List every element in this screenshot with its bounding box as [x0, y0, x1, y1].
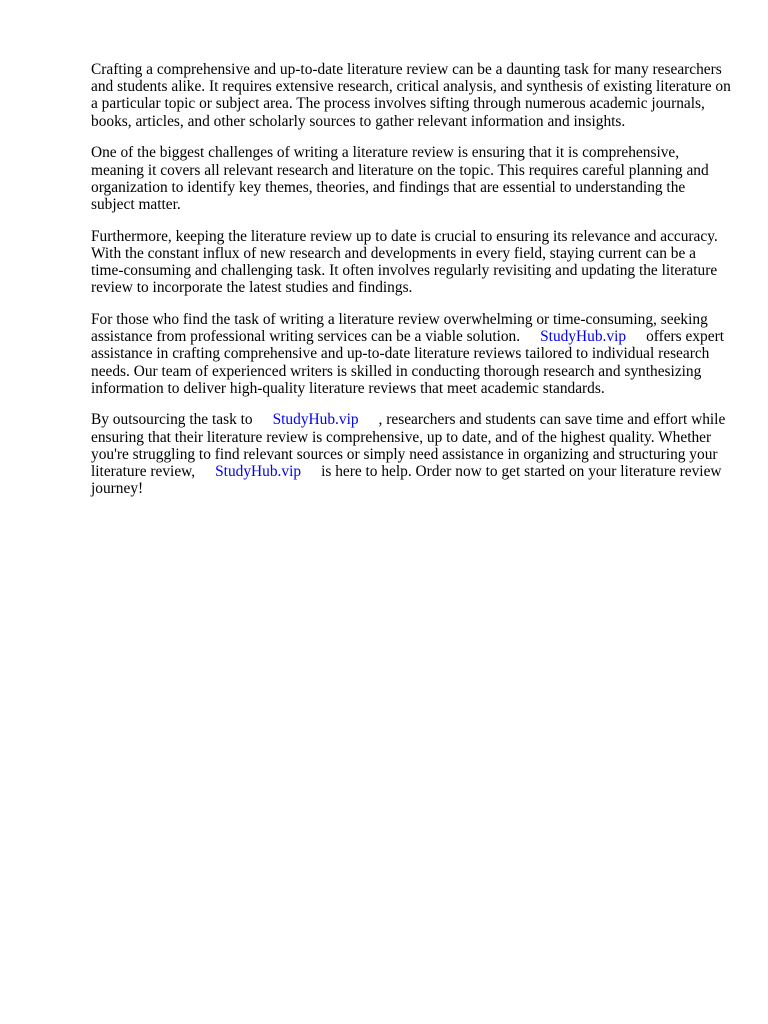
- studyhub-link-1[interactable]: StudyHub.vip: [540, 328, 627, 346]
- paragraph-up-to-date-text: Furthermore, keeping the literature review up to date is crucial to ensuring its relevance and accuracy. With the constant influx of new research and developments in every field, staying current can be a time-consuming and challenging task. It often involves regularly revisiting and updating the literature review to incorporate the latest studies and findings.: [91, 227, 718, 297]
- paragraph-up-to-date: [91, 228, 731, 297]
- studyhub-link-3[interactable]: StudyHub.vip: [215, 463, 302, 481]
- document-body: [91, 61, 731, 512]
- paragraph-challenges-text: One of the biggest challenges of writing a literature review is ensuring that it is comprehensive, meaning it covers all relevant research and literature on the topic. This requires careful planning and organization to identify key themes, theories, and findings that are essential to understanding the subject matter.: [91, 144, 709, 213]
- paragraph-intro-text: Crafting a comprehensive and up-to-date literature review can be a daunting task for many researchers and students alike. It requires extensive research, critical analysis, and synthesis of existing literature on a particular topic or subject area. The process involves sifting through numerous academic journals, books, articles, and other scholarly sources to gather relevant information and insights.: [91, 61, 731, 130]
- paragraph-outsourcing-text-middle: , researchers and students can save time and effort while ensuring that their literature review is comprehensive, up to date, and of the highest quality. Whether you're struggling to find relevant sources or simply need assistance in organizing and structuring your literature review,: [91, 411, 726, 481]
- paragraph-challenges: [91, 144, 731, 213]
- paragraph-intro: [91, 61, 731, 130]
- paragraph-outsourcing-text-before: By outsourcing the task to: [91, 411, 253, 429]
- paragraph-assistance-text-before: For those who find the task of writing a literature review overwhelming or time-consuming, seeking assistance from professional writing services can be a viable solution.: [91, 310, 708, 346]
- paragraph-outsourcing-text-after: is here to help. Order now to get started on your literature review journey!: [91, 463, 722, 498]
- studyhub-link-2[interactable]: StudyHub.vip: [272, 411, 359, 429]
- paragraph-assistance: [91, 311, 731, 397]
- paragraph-outsourcing: [91, 411, 731, 497]
- paragraph-assistance-text-after: offers expert assistance in crafting comprehensive and up-to-date literature reviews tailored to individual research needs. Our team of experienced writers is skilled in conducting thorough research and synthesizing information to deliver high-quality literature reviews that meet academic standards.: [91, 328, 724, 397]
